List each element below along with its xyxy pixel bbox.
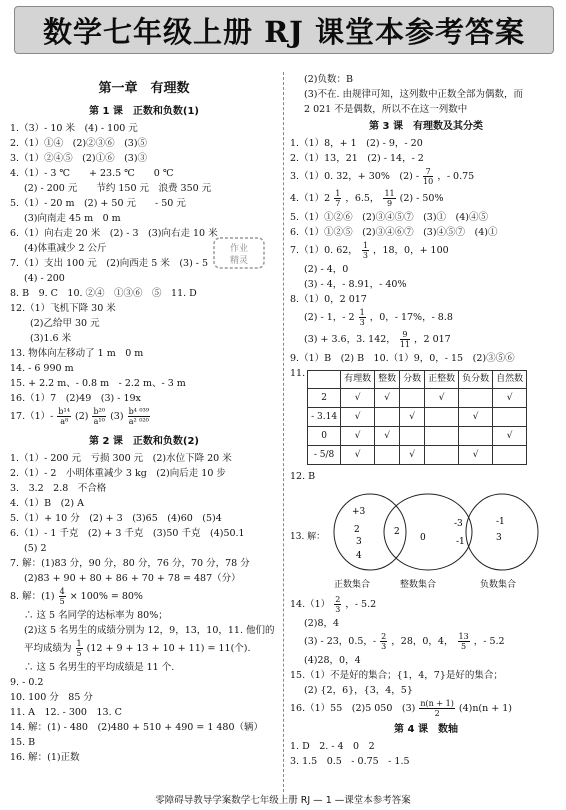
answer-line: 3.（1）②④⑤ (2)①⑥ (3)③: [10, 153, 148, 164]
answer-line: (2) {2，6}，{3，4，5}: [304, 685, 413, 696]
denominator: 7: [335, 199, 341, 208]
fraction: [400, 330, 410, 349]
venn-item: 4: [356, 551, 362, 561]
table-cell: √: [375, 427, 400, 446]
right-column: [290, 72, 562, 769]
answer-line: (3) - 4，- 8.91，- 40%: [304, 279, 407, 290]
table-cell: 0: [308, 427, 341, 446]
numerator: 1: [335, 189, 341, 198]
answer-line: ∴ 这 5 名同学的达标率为 80%；: [24, 610, 168, 621]
numerator: b⁴ ⁰³⁹: [128, 407, 150, 416]
answer-line: 14. 解：(1) - 480 (2)480 + 510 + 490 = 1 480（辆）: [10, 722, 264, 733]
answer-text: 平均成绩为: [24, 643, 72, 654]
venn-item: -1: [456, 537, 465, 547]
venn-item: -3: [454, 519, 463, 529]
venn-diagram: [290, 490, 552, 592]
table-header: 负分数: [459, 371, 493, 389]
question-number: 11.: [290, 368, 306, 379]
classification-table: [307, 370, 527, 465]
answer-line: 12.（1）飞机下降 30 米: [10, 303, 116, 314]
answer-line: [290, 698, 562, 720]
lesson-heading: 第 1 课 正数和负数(1): [88, 106, 200, 117]
lesson-heading: 第 3 课 有理数及其分类: [369, 121, 483, 132]
venn-item: 3: [356, 537, 362, 547]
venn-item: +3: [352, 507, 366, 517]
answer-line: 2.（1）13，21 (2) - 14，- 2: [290, 153, 424, 164]
answer-text: ，28，0，4，: [391, 636, 454, 647]
table-cell: [400, 427, 425, 446]
answer-text: (4)n(n + 1): [458, 703, 513, 714]
table-header: 正整数: [425, 371, 459, 389]
answer-text: 4.（1）2: [290, 193, 331, 204]
table-cell: [493, 446, 527, 465]
stamp-text-1: 作业: [229, 244, 249, 254]
table-header: 自然数: [493, 371, 527, 389]
answer-text: 7.（1）0. 62，: [290, 245, 358, 256]
numerator: 1: [359, 308, 365, 317]
denominator: 2: [434, 709, 440, 718]
numerator: n(n + 1): [420, 699, 454, 708]
table-cell: [375, 446, 400, 465]
table-header: 分数: [400, 371, 425, 389]
table-cell: - 3.14: [308, 408, 341, 427]
denominator: 3: [359, 318, 365, 327]
answer-text: (12 + 9 + 13 + 10 + 11) = 11(个).: [86, 643, 251, 654]
table-cell: [400, 389, 425, 408]
fraction: [92, 407, 106, 426]
numerator: 4: [59, 587, 65, 596]
answer-line: (4)体重减少 2 公斤: [24, 243, 107, 254]
answer-line: (2) - 4，0: [304, 264, 349, 275]
fraction: [359, 308, 366, 327]
answer-line: [290, 631, 562, 653]
answer-line: 15.（1）不是好的集合；{1，4，7}是好的集合；: [290, 670, 503, 681]
fraction: [128, 407, 151, 426]
numerator: 2: [335, 595, 341, 604]
table-cell: [425, 427, 459, 446]
venn-circles: [290, 490, 552, 576]
answer-line: 10. 100 分 85 分: [10, 692, 93, 703]
left-column: [10, 80, 278, 765]
table-cell: [425, 446, 459, 465]
answer-text: ，0，- 17%，- 8.8: [369, 312, 453, 323]
answer-text: ，- 0.75: [437, 171, 475, 182]
denominator: a² ⁰²⁰: [128, 417, 149, 426]
denominator: a¹⁰: [93, 417, 105, 426]
answer-line: [290, 188, 562, 210]
numerator: b¹⁴: [58, 407, 70, 416]
fraction: [380, 632, 387, 651]
answer-line: (2)这 5 名男生的成绩分别为 12，9，13，10，11. 他们的: [24, 625, 275, 636]
answer-line: (4)28，0，4: [304, 655, 361, 666]
denominator: 3: [362, 251, 368, 260]
answer-line: 15. + 2.2 m、- 0.8 m - 2.2 m、- 3 m: [10, 378, 186, 389]
table-header: [308, 371, 341, 389]
answer-line: 13. 物体向左移动了 1 m 0 m: [10, 348, 144, 359]
table-cell: √: [493, 389, 527, 408]
answer-line: 6.（1）①②⑤ (2)③④⑥⑦ (3)④⑤⑦ (4)①: [290, 227, 498, 238]
venn-item: 3: [496, 533, 502, 543]
answer-line: [10, 586, 278, 608]
answer-line: 1.（3）- 10 米 (4) - 100 元: [10, 123, 138, 134]
answer-line: ∴ 这 5 名男生的平均成绩是 11 个.: [24, 662, 175, 673]
venn-item: 0: [420, 533, 426, 543]
answer-line: 2 021 不是偶数，所以不在这一列数中: [304, 104, 468, 115]
answer-line: 5.（1）①②⑥ (2)③④⑤⑦ (3)① (4)④⑤: [290, 212, 488, 223]
denominator: 5: [59, 597, 65, 606]
answer-line: [10, 638, 278, 660]
denominator: 5: [76, 649, 82, 658]
answer-line: 5.（1）+ 10 分 (2) + 3 (3)65 (4)60 (5)4: [10, 513, 222, 524]
stamp-text-2: 精灵: [229, 256, 249, 266]
chapter-heading: 第一章 有理数: [98, 81, 190, 96]
stamp-logo: [212, 236, 266, 270]
answer-text: ，- 5.2: [345, 599, 377, 610]
answer-line: [290, 166, 562, 188]
page-title: 数学七年级上册 RJ 课堂本参考答案: [42, 14, 525, 49]
table-cell: - 5/8: [308, 446, 341, 465]
denominator: 10: [423, 177, 434, 186]
lesson-heading: 第 2 课 正数和负数(2): [88, 436, 200, 447]
fraction: [76, 639, 83, 658]
answer-line: [290, 594, 562, 616]
table-cell: [493, 408, 527, 427]
answer-line: 1.（1）- 200 元 亏损 300 元 (2)水位下降 20 米: [10, 453, 232, 464]
answer-line: (2)8，4: [304, 618, 340, 629]
answer-text: ，6.5，: [345, 193, 380, 204]
answer-line: 16. 解：(1)正数: [10, 752, 80, 763]
table-cell: √: [425, 389, 459, 408]
answer-text: 16.（1）55 (2)5 050 (3): [290, 703, 416, 714]
answer-line: 2.（1）- 2 小明体重减少 3 kg (2)向后走 10 步: [10, 468, 226, 479]
answer-line: 7. 解：(1)83 分，90 分，80 分，76 分，70 分，78 分: [10, 558, 250, 569]
answer-line: (2)负数：B: [304, 74, 353, 85]
denominator: 3: [381, 642, 387, 651]
fraction: [57, 407, 71, 426]
answer-line: 4.（1）- 3 ℃ + 23.5 ℃ 0 ℃: [10, 168, 174, 179]
table-cell: √: [400, 446, 425, 465]
answer-line: 12. B: [290, 471, 316, 482]
table-cell: 2: [308, 389, 341, 408]
answer-text: (2): [74, 411, 89, 422]
answer-line: 16.（1）7 (2)49 (3) - 19x: [10, 393, 141, 404]
answer-line: 1. D 2. - 4 0 2: [290, 741, 375, 752]
column-divider: [283, 72, 284, 792]
numerator: 11: [384, 189, 395, 198]
numerator: 1: [362, 241, 368, 250]
table-header: 整数: [375, 371, 400, 389]
answer-text: ，- 5.2: [473, 636, 505, 647]
table-row: [308, 389, 527, 408]
table-cell: [425, 408, 459, 427]
table-cell: √: [400, 408, 425, 427]
answer-line: (3)向南走 45 m 0 m: [24, 213, 121, 224]
fraction: [59, 587, 66, 606]
table-cell: [375, 408, 400, 427]
numerator: 13: [458, 632, 469, 641]
table-cell: [459, 427, 493, 446]
answer-line: 4.（1）B (2) A: [10, 498, 84, 509]
answer-line: 3. 1.5 0.5 - 0.75 - 1.5: [290, 756, 410, 767]
fraction: [419, 699, 454, 718]
question-number: 13. 解：: [290, 532, 326, 542]
table-header: 有理数: [341, 371, 375, 389]
title-banner: [14, 6, 554, 54]
answer-line: [290, 307, 562, 329]
table-header-row: [308, 371, 527, 389]
table-block: [290, 366, 562, 469]
venn-item: -1: [496, 517, 505, 527]
table-row: [308, 427, 527, 446]
answer-text: (2) - 1，- 2: [304, 312, 355, 323]
answer-line: 5.（1）- 20 m (2) + 50 元 - 50 元: [10, 198, 186, 209]
answer-line: 2.（1）①④ (2)②③⑥ (3)⑤: [10, 138, 148, 149]
lesson-heading: 第 4 课 数轴: [394, 724, 458, 735]
venn-caption: 正数集合: [334, 580, 371, 590]
table-cell: √: [341, 427, 375, 446]
numerator: 1: [76, 639, 82, 648]
answer-line: [290, 240, 562, 262]
answer-text: 3.（1）0. 32，+ 30% (2) -: [290, 171, 420, 182]
answer-line: (5) 2: [24, 543, 47, 554]
denominator: 5: [461, 642, 467, 651]
denominator: 11: [399, 340, 410, 349]
table-cell: √: [341, 446, 375, 465]
answer-line: (3)不在. 由规律可知，这列数中正数全部为偶数，而: [304, 89, 523, 100]
answer-line: 3. 3.2 2.8 不合格: [10, 483, 107, 494]
answer-line: 8.（1）0，2 017: [290, 294, 367, 305]
table-cell: [459, 389, 493, 408]
answer-line: (2)乙给甲 30 元: [30, 318, 100, 329]
answer-line: 9. - 0.2: [10, 677, 44, 688]
answer-line: (2)83 + 90 + 80 + 86 + 70 + 78 = 487（分）: [24, 573, 241, 584]
table-cell: √: [375, 389, 400, 408]
answer-line: 6.（1）- 1 千克 (2) + 3 千克 (3)50 千克 (4)50.1: [10, 528, 245, 539]
denominator: a⁸: [60, 417, 69, 426]
answer-text: 8. 解：(1): [10, 591, 55, 602]
denominator: 9: [387, 199, 393, 208]
answer-text: 17.（1）-: [10, 411, 54, 422]
venn-caption: 负数集合: [480, 580, 517, 590]
venn-item: 2: [354, 525, 360, 535]
answer-text: ，18，0，+ 100: [372, 245, 449, 256]
answer-line: (4) - 200: [24, 273, 65, 284]
numerator: 7: [423, 167, 433, 177]
answer-line: (2) - 200 元 节约 150 元 浪费 350 元: [24, 183, 212, 194]
answer-line: 6.（1）向右走 20 米 (2) - 3 (3)向右走 10 米: [10, 228, 218, 239]
answer-text: (3): [110, 411, 124, 422]
fraction: [423, 167, 433, 186]
answer-text: × 100% = 80%: [69, 591, 143, 602]
fraction: [362, 241, 369, 260]
table-cell: √: [341, 408, 375, 427]
table-cell: √: [493, 427, 527, 446]
numerator: 2: [381, 632, 387, 641]
answer-line: (3)1.6 米: [30, 333, 72, 344]
venn-caption: 整数集合: [400, 580, 437, 590]
answer-line: 8. B 9. C 10. ②④ ①③⑥ ⑤ 11. D: [10, 288, 197, 299]
fraction: [334, 189, 341, 208]
denominator: 3: [335, 605, 341, 614]
answer-text: (3) + 3.6，3. 142，: [304, 334, 396, 345]
answer-text: (3) - 23，0.5，-: [304, 636, 377, 647]
answer-text: ，2 017: [414, 334, 451, 345]
table-cell: √: [459, 446, 493, 465]
numerator: b²⁰: [93, 407, 106, 416]
venn-item: 2: [394, 527, 400, 537]
fraction: [383, 189, 395, 208]
fraction: [334, 595, 341, 614]
table-cell: √: [341, 389, 375, 408]
table-cell: √: [459, 408, 493, 427]
table-row: [308, 446, 527, 465]
answer-line: 1.（1）8，+ 1 (2) - 9，- 20: [290, 138, 423, 149]
answer-line: 11. A 12. - 300 13. C: [10, 707, 122, 718]
answer-line: 7.（1）支出 100 元 (2)向西走 5 米 (3) - 5: [10, 258, 209, 269]
answer-line: [290, 329, 562, 351]
page-footer: 零障碍导教导学案数学七年级上册 RJ — 1 —课堂本参考答案: [155, 795, 411, 806]
answer-text: 14.（1）: [290, 599, 331, 610]
numerator: 9: [400, 330, 410, 340]
table-row: [308, 408, 527, 427]
answer-text: (2) - 50%: [399, 193, 444, 204]
answer-line: 9.（1）B (2) B 10.（1）9，0，- 15 (2)③⑤⑥: [290, 353, 515, 364]
fraction: [458, 632, 470, 651]
answer-line: [10, 406, 278, 428]
answer-line: 14. - 6 990 m: [10, 363, 74, 374]
answer-line: 15. B: [10, 737, 36, 748]
